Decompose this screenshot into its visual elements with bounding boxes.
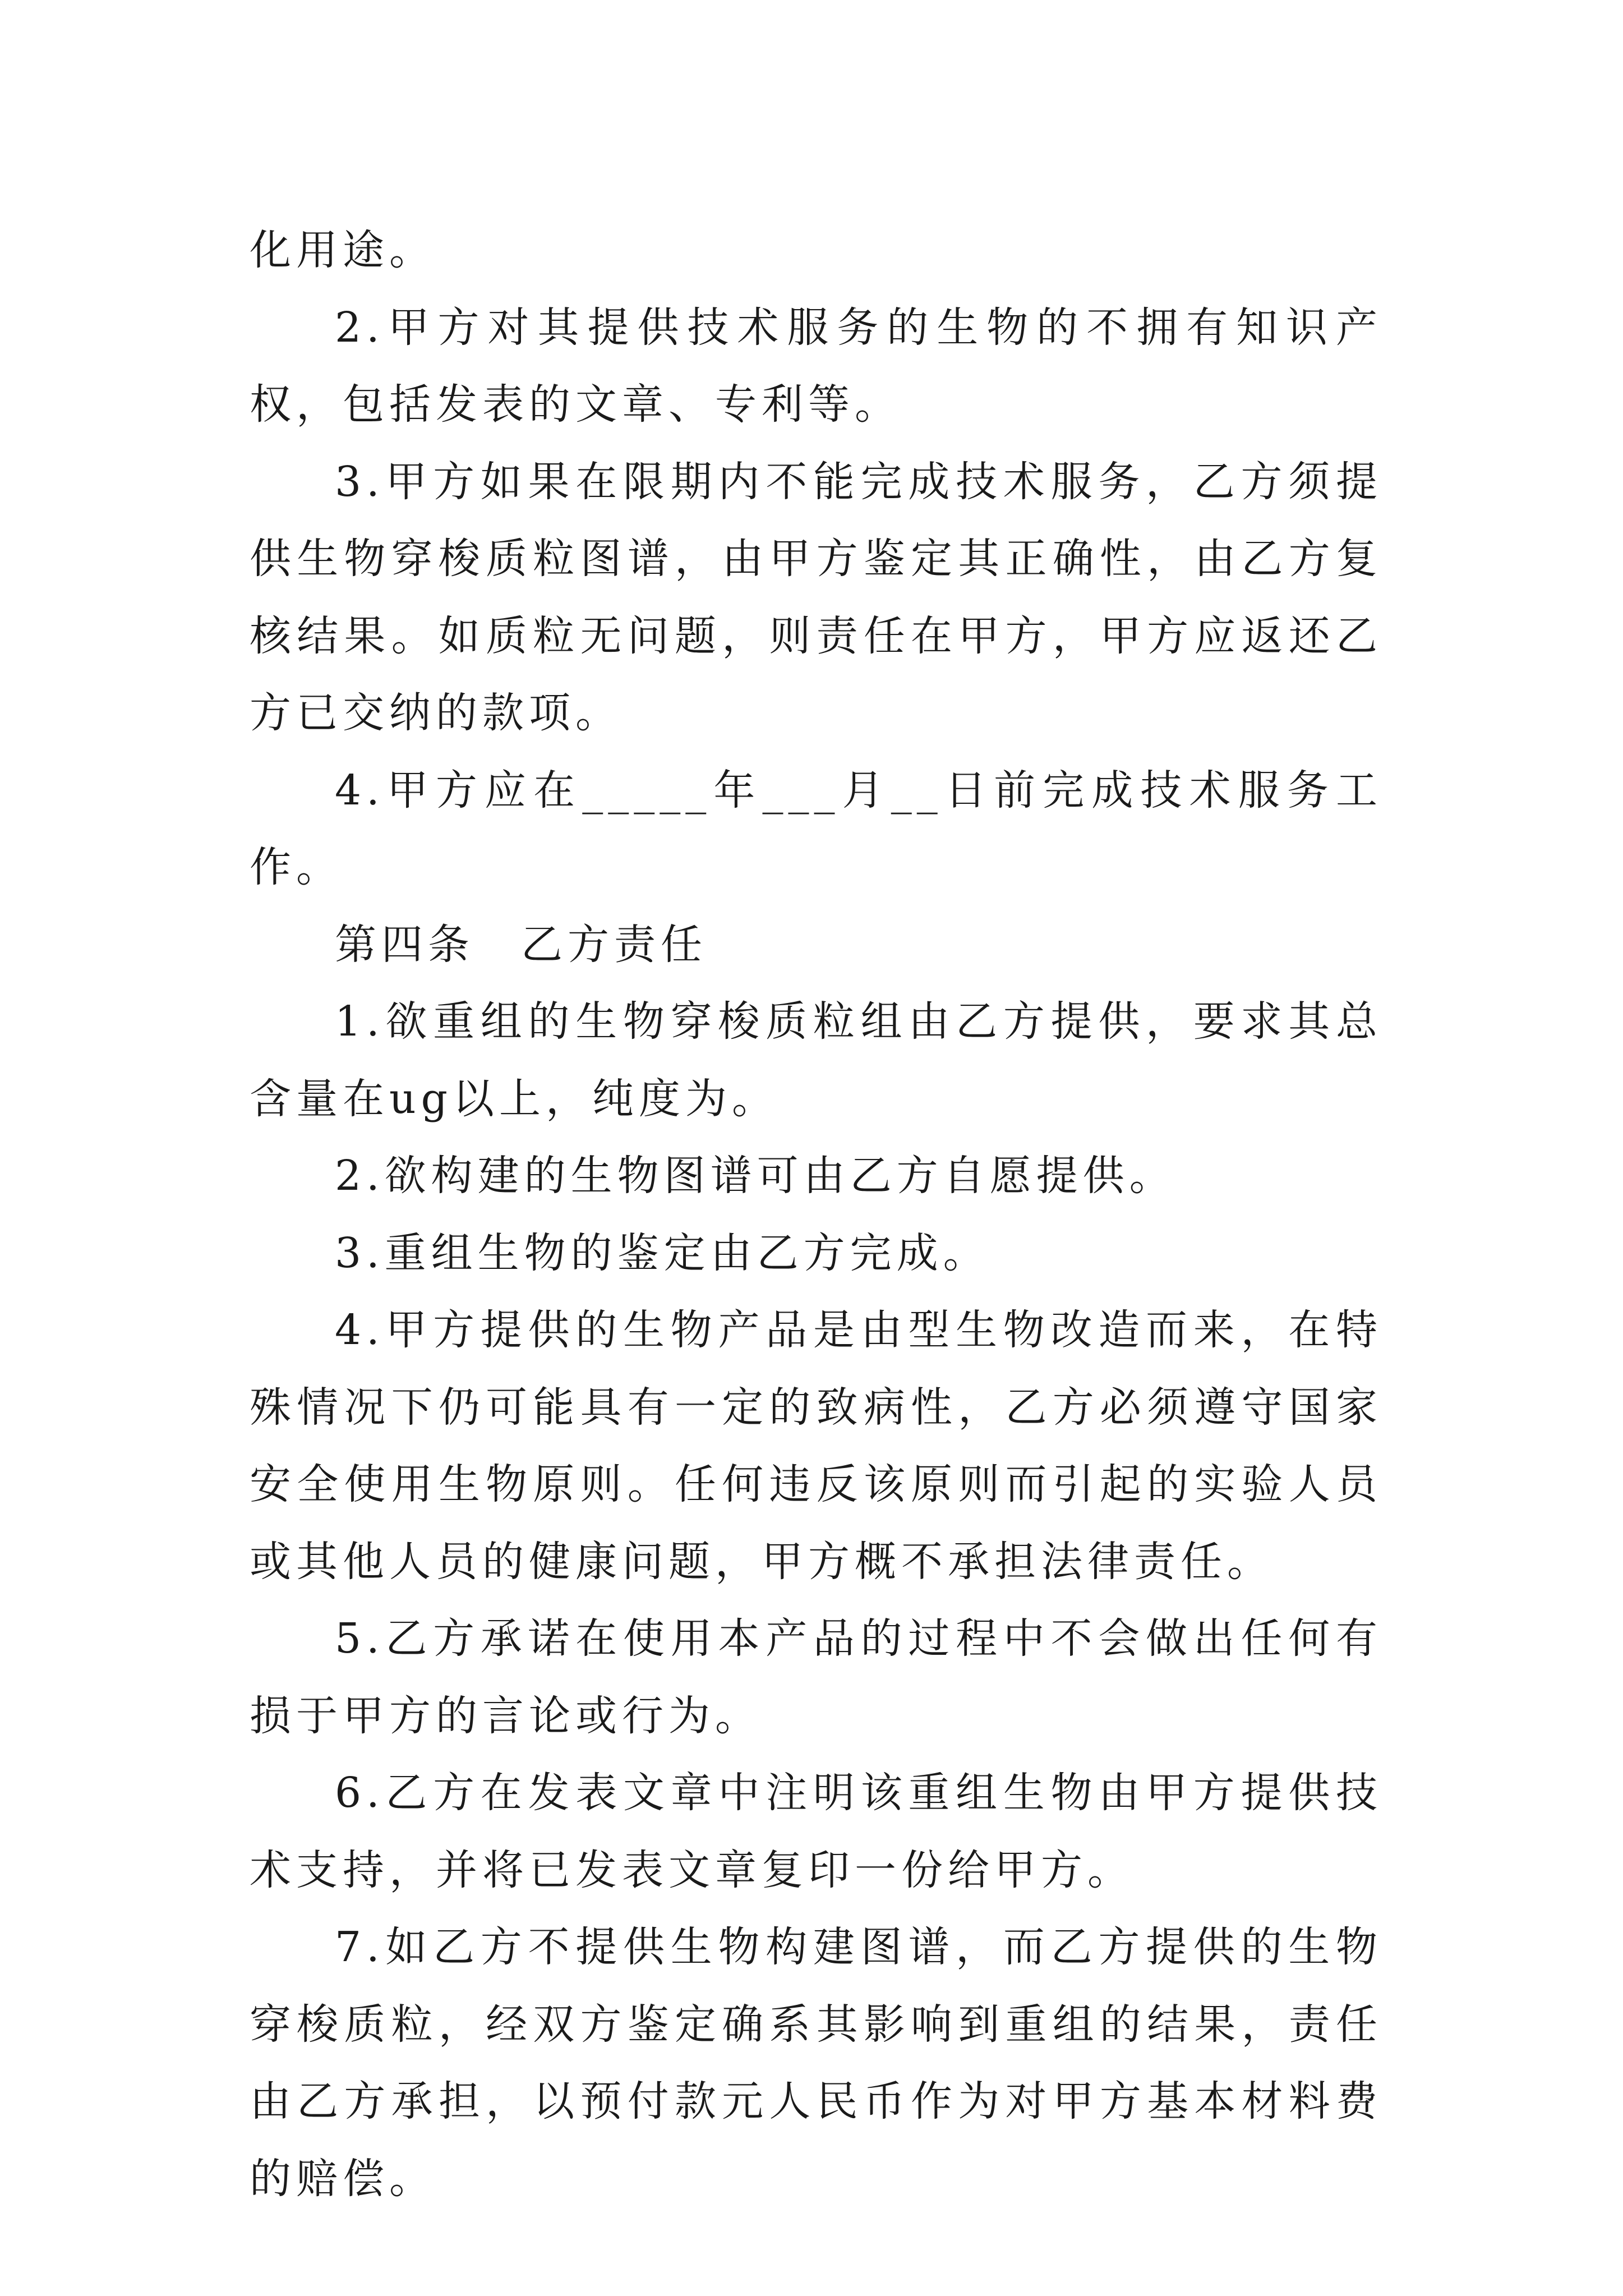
document-body bbox=[250, 212, 1382, 2217]
clause-4-heading: 第四条 乙方责任 bbox=[335, 920, 707, 969]
paragraph-continuation: 化用途。 bbox=[250, 226, 436, 274]
paragraph-clause-4-item-7: 7.如乙方不提供生物构建图谱，而乙方提供的生物穿梭质粒，经双方鉴定确系其影响到重组的结果，责任由乙方承担，以预付款元人民币作为对甲方基本材料费的赔偿。 bbox=[250, 1923, 1382, 2203]
paragraph-clause-4-item-4: 4.甲方提供的生物产品是由型生物改造而来，在特殊情况下仍可能具有一定的致病性，乙方必须遵守国家安全使用生物原则。任何违反该原则而引起的实验人员或其他人员的健康问题，甲方概不承担法律责任。 bbox=[250, 1306, 1382, 1586]
paragraph-clause-4-item-1: 1.欲重组的生物穿梭质粒组由乙方提供，要求其总含量在ug以上，纯度为。 bbox=[250, 997, 1382, 1123]
paragraph-clause-4-item-6: 6.乙方在发表文章中注明该重组生物由甲方提供技术支持，并将已发表文章复印一份给甲方。 bbox=[250, 1769, 1382, 1894]
paragraph-clause-3-item-2: 2.甲方对其提供技术服务的生物的不拥有知识产权，包括发表的文章、专利等。 bbox=[250, 303, 1382, 429]
paragraph-clause-4-item-2: 2.欲构建的生物图谱可由乙方自愿提供。 bbox=[335, 1152, 1176, 1200]
paragraph-clause-3-item-4: 4.甲方应在_____年___月__日前完成技术服务工作。 bbox=[250, 766, 1382, 891]
paragraph-clause-4-item-5: 5.乙方承诺在使用本产品的过程中不会做出任何有损于甲方的言论或行为。 bbox=[250, 1614, 1382, 1740]
paragraph-clause-3-item-3: 3.甲方如果在限期内不能完成技术服务，乙方须提供生物穿梭质粒图谱，由甲方鉴定其正确性，由乙方复核结果。如质粒无问题，则责任在甲方，甲方应返还乙方已交纳的款项。 bbox=[250, 457, 1382, 737]
paragraph-clause-4-item-3: 3.重组生物的鉴定由乙方完成。 bbox=[335, 1228, 990, 1277]
